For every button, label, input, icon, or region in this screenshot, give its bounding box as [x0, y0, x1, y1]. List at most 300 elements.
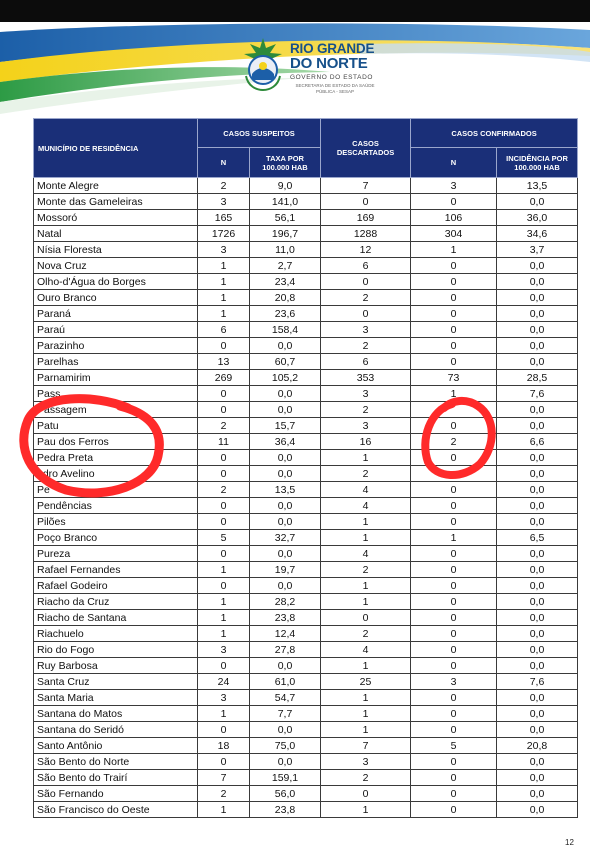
municipio-cell: Pedra Preta: [34, 450, 198, 466]
n-suspeitos-cell: 24: [198, 674, 250, 690]
incidencia-cell: 0,0: [497, 546, 578, 562]
table-row: [34, 706, 578, 722]
descartados-cell: 4: [321, 482, 411, 498]
taxa-cell: 56,1: [250, 210, 321, 226]
n-suspeitos-cell: 0: [198, 722, 250, 738]
table-row: [34, 802, 578, 818]
descartados-cell: 0: [321, 610, 411, 626]
n-suspeitos-cell: 1: [198, 562, 250, 578]
incidencia-cell: 0,0: [497, 562, 578, 578]
n-confirmados-cell: 0: [411, 482, 497, 498]
taxa-cell: 9,0: [250, 178, 321, 194]
incidencia-cell: 36,0: [497, 210, 578, 226]
n-confirmados-cell: 0: [411, 722, 497, 738]
table-row: [34, 786, 578, 802]
descartados-cell: 2: [321, 290, 411, 306]
incidencia-cell: 0,0: [497, 306, 578, 322]
brand-secretariat: SECRETARIA DE ESTADO DA SAÚDE PÚBLICA - SESAP: [295, 83, 375, 94]
incidencia-cell: 6,5: [497, 530, 578, 546]
taxa-cell: 56,0: [250, 786, 321, 802]
n-confirmados-cell: [411, 402, 497, 418]
table-row: [34, 258, 578, 274]
municipio-cell: Olho-d'Água do Borges: [34, 274, 198, 290]
taxa-cell: 20,8: [250, 290, 321, 306]
taxa-cell: 141,0: [250, 194, 321, 210]
descartados-cell: 1: [321, 802, 411, 818]
descartados-cell: 1: [321, 578, 411, 594]
n-suspeitos-cell: 0: [198, 338, 250, 354]
incidencia-cell: 7,6: [497, 386, 578, 402]
n-confirmados-cell: 1: [411, 242, 497, 258]
taxa-cell: 27,8: [250, 642, 321, 658]
table-row: [34, 514, 578, 530]
municipio-cell: Rafael Fernandes: [34, 562, 198, 578]
n-confirmados-cell: 0: [411, 258, 497, 274]
taxa-cell: 0,0: [250, 754, 321, 770]
n-confirmados-cell: 3: [411, 674, 497, 690]
brand-title-line2: DO NORTE: [290, 55, 368, 72]
incidencia-cell: 0,0: [497, 418, 578, 434]
n-confirmados-cell: 0: [411, 274, 497, 290]
municipio-cell: Ruy Barbosa: [34, 658, 198, 674]
n-confirmados-cell: 0: [411, 450, 497, 466]
incidencia-cell: 0,0: [497, 770, 578, 786]
n-confirmados-cell: 0: [411, 690, 497, 706]
n-suspeitos-cell: 1: [198, 274, 250, 290]
n-suspeitos-cell: 3: [198, 642, 250, 658]
n-confirmados-cell: 2: [411, 434, 497, 450]
n-confirmados-cell: [411, 466, 497, 482]
incidencia-cell: 0,0: [497, 258, 578, 274]
municipio-cell: Santo Antônio: [34, 738, 198, 754]
n-suspeitos-cell: 1: [198, 626, 250, 642]
header-casos-confirmados: CASOS CONFIRMADOS: [411, 119, 578, 148]
table-row: [34, 242, 578, 258]
municipio-cell: Mossoró: [34, 210, 198, 226]
descartados-cell: 4: [321, 546, 411, 562]
taxa-cell: 105,2: [250, 370, 321, 386]
taxa-cell: 12,4: [250, 626, 321, 642]
municipio-cell: Paraú: [34, 322, 198, 338]
n-suspeitos-cell: 1: [198, 594, 250, 610]
municipio-cell: São Fernando: [34, 786, 198, 802]
descartados-cell: 1: [321, 722, 411, 738]
table-row: [34, 498, 578, 514]
n-suspeitos-cell: 11: [198, 434, 250, 450]
descartados-cell: 0: [321, 194, 411, 210]
municipio-cell: Pass: [34, 386, 198, 402]
incidencia-cell: 20,8: [497, 738, 578, 754]
taxa-cell: 7,7: [250, 706, 321, 722]
incidencia-cell: 0,0: [497, 514, 578, 530]
descartados-cell: 3: [321, 754, 411, 770]
state-crest-icon: [240, 36, 286, 92]
n-suspeitos-cell: 2: [198, 482, 250, 498]
taxa-cell: 23,8: [250, 802, 321, 818]
incidencia-cell: 0,0: [497, 498, 578, 514]
descartados-cell: 2: [321, 338, 411, 354]
municipio-cell: Rafael Godeiro: [34, 578, 198, 594]
table-row: [34, 626, 578, 642]
n-suspeitos-cell: 3: [198, 690, 250, 706]
table-row: [34, 674, 578, 690]
incidencia-cell: 0,0: [497, 626, 578, 642]
descartados-cell: 2: [321, 466, 411, 482]
n-confirmados-cell: 0: [411, 786, 497, 802]
taxa-cell: 19,7: [250, 562, 321, 578]
n-suspeitos-cell: 0: [198, 450, 250, 466]
n-suspeitos-cell: 1: [198, 290, 250, 306]
descartados-cell: 12: [321, 242, 411, 258]
n-confirmados-cell: 73: [411, 370, 497, 386]
n-confirmados-cell: 0: [411, 290, 497, 306]
n-confirmados-cell: 0: [411, 626, 497, 642]
descartados-cell: 0: [321, 786, 411, 802]
incidencia-cell: 0,0: [497, 642, 578, 658]
taxa-cell: 13,5: [250, 482, 321, 498]
incidencia-cell: 0,0: [497, 466, 578, 482]
incidencia-cell: 34,6: [497, 226, 578, 242]
taxa-cell: 54,7: [250, 690, 321, 706]
descartados-cell: 353: [321, 370, 411, 386]
n-suspeitos-cell: 3: [198, 194, 250, 210]
header-n-suspeitos: N: [198, 148, 250, 178]
taxa-cell: 23,4: [250, 274, 321, 290]
incidencia-cell: 0,0: [497, 706, 578, 722]
header-n-confirmados: N: [411, 148, 497, 178]
taxa-cell: 15,7: [250, 418, 321, 434]
incidencia-cell: 7,6: [497, 674, 578, 690]
descartados-cell: 1: [321, 514, 411, 530]
table-row: [34, 578, 578, 594]
table-row: [34, 466, 578, 482]
descartados-cell: 2: [321, 626, 411, 642]
table-row: [34, 434, 578, 450]
top-black-bar: [0, 0, 590, 22]
descartados-cell: 16: [321, 434, 411, 450]
municipio-cell: Nova Cruz: [34, 258, 198, 274]
municipio-cell: São Bento do Norte: [34, 754, 198, 770]
municipio-cell: Natal: [34, 226, 198, 242]
state-logo: [240, 36, 380, 106]
n-confirmados-cell: 1: [411, 530, 497, 546]
taxa-cell: 2,7: [250, 258, 321, 274]
descartados-cell: 169: [321, 210, 411, 226]
n-suspeitos-cell: 1: [198, 802, 250, 818]
descartados-cell: 2: [321, 770, 411, 786]
n-confirmados-cell: 3: [411, 178, 497, 194]
header-incidencia: INCIDÊNCIA POR 100.000 HAB: [497, 148, 578, 178]
municipio-cell: Rio do Fogo: [34, 642, 198, 658]
incidencia-cell: 3,7: [497, 242, 578, 258]
taxa-cell: 0,0: [250, 578, 321, 594]
incidencia-cell: 0,0: [497, 402, 578, 418]
n-suspeitos-cell: 0: [198, 386, 250, 402]
municipio-cell: Riacho da Cruz: [34, 594, 198, 610]
municipio-cell: Ouro Branco: [34, 290, 198, 306]
municipio-cell: Pilões: [34, 514, 198, 530]
table-row: [34, 402, 578, 418]
n-confirmados-cell: 0: [411, 770, 497, 786]
municipio-cell: Santana do Matos: [34, 706, 198, 722]
n-suspeitos-cell: 5: [198, 530, 250, 546]
municipio-cell: Parnamirim: [34, 370, 198, 386]
table-row: [34, 482, 578, 498]
n-suspeitos-cell: 0: [198, 546, 250, 562]
n-suspeitos-cell: 0: [198, 578, 250, 594]
n-suspeitos-cell: 0: [198, 402, 250, 418]
n-confirmados-cell: 0: [411, 338, 497, 354]
table-row: [34, 658, 578, 674]
municipio-cell: Monte Alegre: [34, 178, 198, 194]
table-row: [34, 338, 578, 354]
descartados-cell: 4: [321, 498, 411, 514]
incidencia-cell: 0,0: [497, 194, 578, 210]
table-row: [34, 354, 578, 370]
municipio-cell: Pureza: [34, 546, 198, 562]
table-row: [34, 370, 578, 386]
taxa-cell: 0,0: [250, 466, 321, 482]
cases-table-container: [33, 118, 577, 818]
table-row: [34, 690, 578, 706]
n-confirmados-cell: 0: [411, 498, 497, 514]
descartados-cell: 6: [321, 258, 411, 274]
taxa-cell: 0,0: [250, 722, 321, 738]
table-row: [34, 210, 578, 226]
brand-title-line1: RIO GRANDE: [290, 41, 375, 56]
municipio-cell: Santana do Seridó: [34, 722, 198, 738]
incidencia-cell: 0,0: [497, 450, 578, 466]
n-suspeitos-cell: 0: [198, 498, 250, 514]
n-suspeitos-cell: 0: [198, 466, 250, 482]
taxa-cell: 23,6: [250, 306, 321, 322]
table-row: [34, 530, 578, 546]
taxa-cell: 61,0: [250, 674, 321, 690]
n-confirmados-cell: 0: [411, 658, 497, 674]
municipio-cell: São Bento do Trairí: [34, 770, 198, 786]
taxa-cell: 0,0: [250, 402, 321, 418]
n-suspeitos-cell: 1: [198, 706, 250, 722]
n-confirmados-cell: 0: [411, 610, 497, 626]
n-confirmados-cell: 0: [411, 546, 497, 562]
n-suspeitos-cell: 0: [198, 658, 250, 674]
municipio-cell: Passagem: [34, 402, 198, 418]
table-row: [34, 738, 578, 754]
taxa-cell: 0,0: [250, 386, 321, 402]
municipio-cell: Pe: [34, 482, 198, 498]
n-confirmados-cell: 0: [411, 354, 497, 370]
municipio-cell: Riachuelo: [34, 626, 198, 642]
n-confirmados-cell: 0: [411, 306, 497, 322]
incidencia-cell: 28,5: [497, 370, 578, 386]
n-confirmados-cell: 0: [411, 754, 497, 770]
n-suspeitos-cell: 2: [198, 418, 250, 434]
descartados-cell: 4: [321, 642, 411, 658]
municipio-cell: Poço Branco: [34, 530, 198, 546]
n-suspeitos-cell: 2: [198, 786, 250, 802]
descartados-cell: 1: [321, 706, 411, 722]
n-suspeitos-cell: 269: [198, 370, 250, 386]
incidencia-cell: 0,0: [497, 690, 578, 706]
taxa-cell: 75,0: [250, 738, 321, 754]
n-suspeitos-cell: 165: [198, 210, 250, 226]
n-suspeitos-cell: 2: [198, 178, 250, 194]
incidencia-cell: 0,0: [497, 786, 578, 802]
municipio-cell: Monte das Gameleiras: [34, 194, 198, 210]
municipio-cell: Pau dos Ferros: [34, 434, 198, 450]
taxa-cell: 0,0: [250, 338, 321, 354]
incidencia-cell: 0,0: [497, 338, 578, 354]
table-row: [34, 290, 578, 306]
table-row: [34, 450, 578, 466]
taxa-cell: 60,7: [250, 354, 321, 370]
descartados-cell: 1: [321, 690, 411, 706]
taxa-cell: 36,4: [250, 434, 321, 450]
n-suspeitos-cell: 18: [198, 738, 250, 754]
n-confirmados-cell: 0: [411, 802, 497, 818]
table-row: [34, 754, 578, 770]
descartados-cell: 2: [321, 402, 411, 418]
municipio-cell: Nísia Floresta: [34, 242, 198, 258]
incidencia-cell: 0,0: [497, 274, 578, 290]
taxa-cell: 32,7: [250, 530, 321, 546]
table-row: [34, 306, 578, 322]
table-row: [34, 274, 578, 290]
table-row: [34, 226, 578, 242]
incidencia-cell: 13,5: [497, 178, 578, 194]
table-row: [34, 418, 578, 434]
n-suspeitos-cell: 0: [198, 754, 250, 770]
brand-subtitle: GOVERNO DO ESTADO: [290, 74, 374, 81]
taxa-cell: 0,0: [250, 658, 321, 674]
table-row: [34, 594, 578, 610]
header-taxa: TAXA POR 100.000 HAB: [250, 148, 321, 178]
table-row: [34, 770, 578, 786]
table-row: [34, 562, 578, 578]
descartados-cell: 3: [321, 386, 411, 402]
page-number: 12: [565, 838, 574, 847]
n-suspeitos-cell: 13: [198, 354, 250, 370]
descartados-cell: 7: [321, 738, 411, 754]
n-suspeitos-cell: 1726: [198, 226, 250, 242]
municipio-cell: Paraná: [34, 306, 198, 322]
descartados-cell: 0: [321, 274, 411, 290]
taxa-cell: 0,0: [250, 514, 321, 530]
incidencia-cell: 0,0: [497, 290, 578, 306]
n-suspeitos-cell: 1: [198, 306, 250, 322]
taxa-cell: 23,8: [250, 610, 321, 626]
descartados-cell: 6: [321, 354, 411, 370]
cases-table: [33, 118, 578, 818]
incidencia-cell: 0,0: [497, 802, 578, 818]
descartados-cell: 1: [321, 658, 411, 674]
taxa-cell: 158,4: [250, 322, 321, 338]
incidencia-cell: 0,0: [497, 322, 578, 338]
incidencia-cell: 6,6: [497, 434, 578, 450]
municipio-cell: Pendências: [34, 498, 198, 514]
n-confirmados-cell: 0: [411, 578, 497, 594]
n-confirmados-cell: 0: [411, 514, 497, 530]
descartados-cell: 7: [321, 178, 411, 194]
table-row: [34, 178, 578, 194]
header-casos-suspeitos: CASOS SUSPEITOS: [198, 119, 321, 148]
incidencia-cell: 0,0: [497, 594, 578, 610]
incidencia-cell: 0,0: [497, 722, 578, 738]
incidencia-cell: 0,0: [497, 482, 578, 498]
taxa-cell: 159,1: [250, 770, 321, 786]
n-suspeitos-cell: 6: [198, 322, 250, 338]
taxa-cell: 0,0: [250, 498, 321, 514]
header-municipio: MUNICÍPIO DE RESIDÊNCIA: [34, 119, 198, 178]
table-row: [34, 194, 578, 210]
n-confirmados-cell: 0: [411, 706, 497, 722]
n-suspeitos-cell: 1: [198, 610, 250, 626]
municipio-cell: Santa Maria: [34, 690, 198, 706]
n-confirmados-cell: 0: [411, 418, 497, 434]
descartados-cell: 1: [321, 530, 411, 546]
n-suspeitos-cell: 3: [198, 242, 250, 258]
taxa-cell: 28,2: [250, 594, 321, 610]
table-row: [34, 546, 578, 562]
n-confirmados-cell: 0: [411, 594, 497, 610]
taxa-cell: 11,0: [250, 242, 321, 258]
n-confirmados-cell: 0: [411, 642, 497, 658]
municipio-cell: Parazinho: [34, 338, 198, 354]
descartados-cell: 0: [321, 306, 411, 322]
n-confirmados-cell: 5: [411, 738, 497, 754]
descartados-cell: 1288: [321, 226, 411, 242]
table-body: [34, 178, 578, 818]
table-row: [34, 386, 578, 402]
n-confirmados-cell: 1: [411, 386, 497, 402]
descartados-cell: 1: [321, 594, 411, 610]
n-suspeitos-cell: 1: [198, 258, 250, 274]
n-confirmados-cell: 0: [411, 194, 497, 210]
n-confirmados-cell: 0: [411, 322, 497, 338]
incidencia-cell: 0,0: [497, 610, 578, 626]
municipio-cell: Parelhas: [34, 354, 198, 370]
descartados-cell: 2: [321, 562, 411, 578]
incidencia-cell: 0,0: [497, 658, 578, 674]
n-confirmados-cell: 304: [411, 226, 497, 242]
descartados-cell: 3: [321, 322, 411, 338]
municipio-cell: Patu: [34, 418, 198, 434]
taxa-cell: 0,0: [250, 450, 321, 466]
municipio-cell: São Francisco do Oeste: [34, 802, 198, 818]
municipio-cell: Santa Cruz: [34, 674, 198, 690]
table-row: [34, 322, 578, 338]
n-confirmados-cell: 106: [411, 210, 497, 226]
incidencia-cell: 0,0: [497, 754, 578, 770]
taxa-cell: 0,0: [250, 546, 321, 562]
header-casos-descartados: CASOS DESCARTADOS: [321, 119, 411, 178]
descartados-cell: 1: [321, 450, 411, 466]
n-suspeitos-cell: 0: [198, 514, 250, 530]
municipio-cell: edro Avelino: [34, 466, 198, 482]
brand-title: [290, 42, 374, 72]
incidencia-cell: 0,0: [497, 578, 578, 594]
municipio-cell: Riacho de Santana: [34, 610, 198, 626]
table-row: [34, 722, 578, 738]
table-row: [34, 642, 578, 658]
taxa-cell: 196,7: [250, 226, 321, 242]
descartados-cell: 25: [321, 674, 411, 690]
incidencia-cell: 0,0: [497, 354, 578, 370]
descartados-cell: 3: [321, 418, 411, 434]
n-confirmados-cell: 0: [411, 562, 497, 578]
n-suspeitos-cell: 7: [198, 770, 250, 786]
table-row: [34, 610, 578, 626]
